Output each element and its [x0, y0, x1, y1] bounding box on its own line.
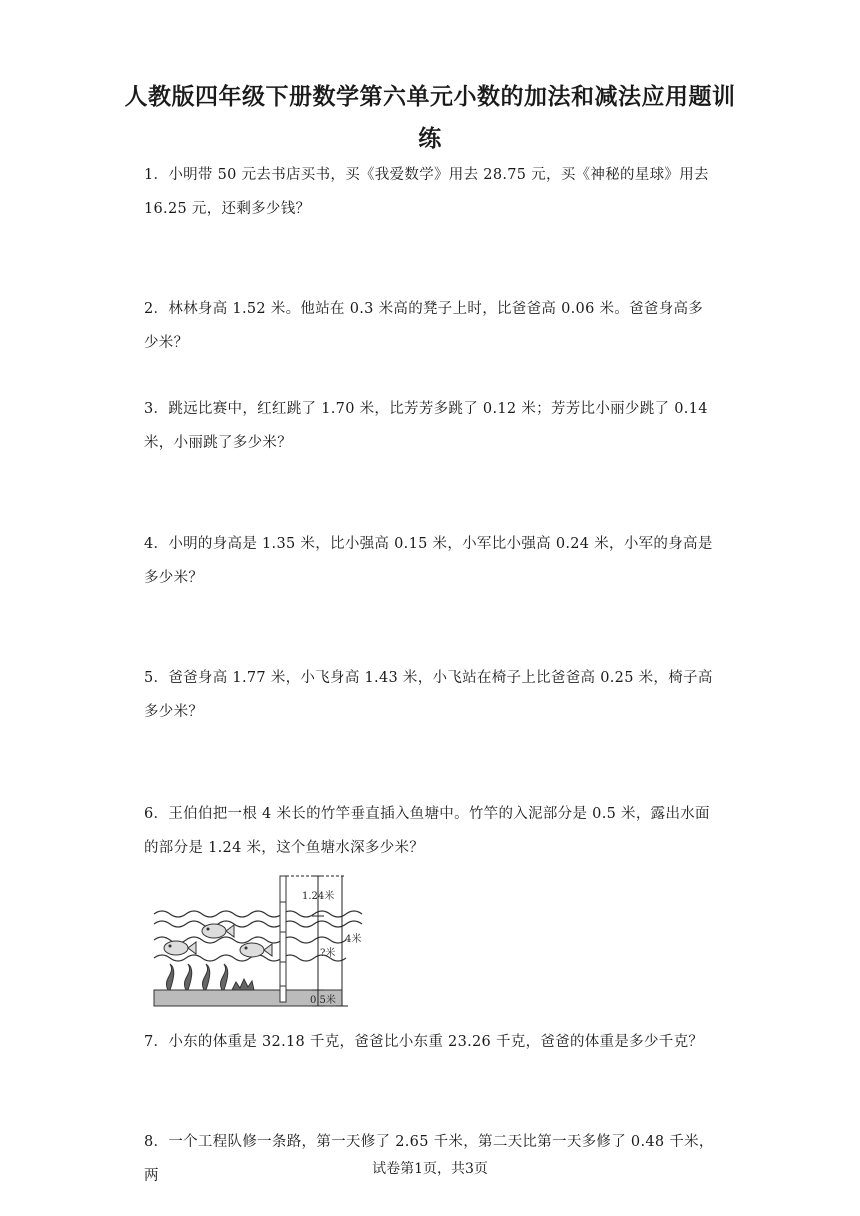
- question-6: 6．王伯伯把一根 4 米长的竹竿垂直插入鱼塘中。竹竿的入泥部分是 0.5 米，露出水面的部分是 1.24 米，这个鱼塘水深多少米？: [144, 806, 710, 856]
- question-2: 2．林林身高 1.52 米。他站在 0.3 米高的凳子上时，比爸爸高 0.06 米。爸爸身高多少米？: [144, 301, 704, 351]
- question-8: 8．一个工程队修一条路，第一天修了 2.65 千米，第二天比第一天多修了 0.48 千米，两: [144, 1134, 714, 1184]
- question-4: 4．小明的身高是 1.35 米，比小强高 0.15 米，小军比小强高 0.24 米，小军的身高是多少米？: [144, 536, 713, 586]
- figure-label-total: 4米: [345, 934, 362, 945]
- pond-bamboo-figure: [152, 872, 372, 1012]
- figure-label-middle: ?米: [320, 948, 336, 959]
- page-footer: 试卷第1页，共3页: [372, 1161, 488, 1177]
- figure-label-bottom: 0.5米: [310, 995, 336, 1006]
- question-1: 1．小明带 50 元去书店买书，买《我爱数学》用去 28.75 元，买《神秘的星球》用去 16.25 元，还剩多少钱？: [144, 167, 709, 217]
- page-title-line2: 练: [418, 126, 442, 152]
- question-7: 7．小东的体重是 32.18 千克，爸爸比小东重 23.26 千克，爸爸的体重是多少千克？: [144, 1034, 704, 1050]
- question-5: 5．爸爸身高 1.77 米，小飞身高 1.43 米，小飞站在椅子上比爸爸高 0.25 米，椅子高多少米？: [144, 670, 713, 720]
- page-title-line1: 人教版四年级下册数学第六单元小数的加法和减法应用题训: [124, 84, 736, 110]
- figure-label-top: 1.24米: [302, 891, 335, 902]
- question-3: 3．跳远比赛中，红红跳了 1.70 米，比芳芳多跳了 0.12 米；芳芳比小丽少跳了 0.14 米，小丽跳了多少米？: [144, 401, 708, 451]
